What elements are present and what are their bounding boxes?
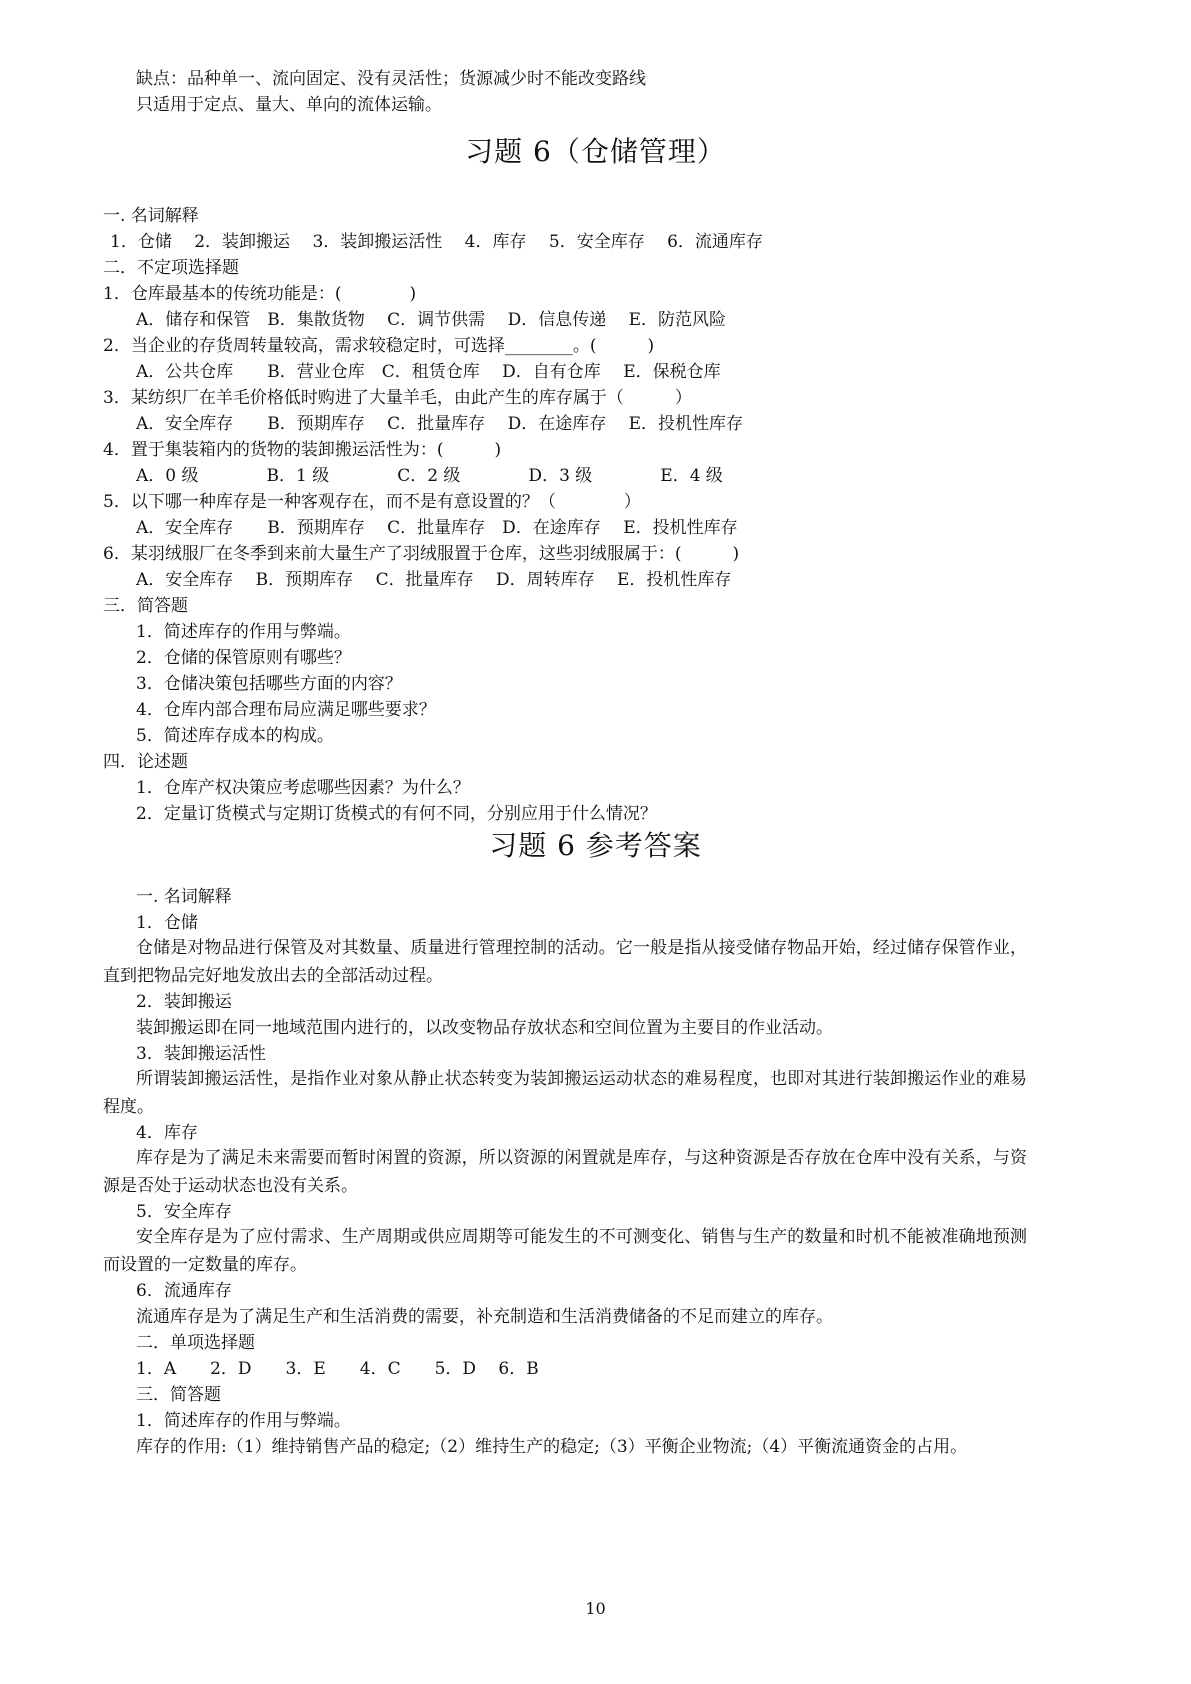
answer-term-1-text: 仓储是对物品进行保管及对其数量、质量进行管理控制的活动。它一般是指从接受储存物品开始，经过储存保管作业，直到把物品完好地发放出去的全部活动过程。 bbox=[103, 938, 1027, 986]
question-1-options: A．储存和保管 B．集散货物 C．调节供需 D．信息传递 E．防范风险 bbox=[136, 310, 727, 330]
answer-term-5-text: 安全库存是为了应付需求、生产周期或供应周期等可能发生的不可测变化、销售与生产的数量和时机不能被准确地预测而设置的一定数量的库存。 bbox=[103, 1227, 1027, 1275]
answer-heading-definitions: 一. 名词解释 bbox=[136, 887, 232, 907]
question-3-options: A．安全库存 B．预期库存 C．批量库存 D．在途库存 E．投机性库存 bbox=[136, 414, 744, 434]
answer-term-4: 4．库存 bbox=[136, 1123, 198, 1143]
answer-term-2-text: 装卸搬运即在同一地域范围内进行的，以改变物品存放状态和空间位置为主要目的作业活动。 bbox=[136, 1018, 833, 1038]
answer-term-3: 3．装卸搬运活性 bbox=[136, 1044, 266, 1064]
answer-term-6: 6．流通库存 bbox=[136, 1281, 232, 1301]
choice-answers: 1．A 2．D 3．E 4．C 5．D 6．B bbox=[136, 1359, 539, 1379]
exercise-title: 习题 6（仓储管理） bbox=[465, 135, 726, 168]
question-6: 6．某羽绒服厂在冬季到来前大量生产了羽绒服置于仓库，这些羽绒服属于：( ) bbox=[103, 544, 740, 564]
section-heading-short-answer: 三．简答题 bbox=[103, 596, 188, 616]
question-2-options: A．公共仓库 B．营业仓库 C．租赁仓库 D．自有仓库 E．保税仓库 bbox=[136, 362, 721, 382]
question-3: 3．某纺织厂在羊毛价格低时购进了大量羊毛，由此产生的库存属于（ ） bbox=[103, 388, 692, 408]
section-heading-essay: 四．论述题 bbox=[103, 752, 188, 772]
short-answer-item: 1．简述库存的作用与弊端。 bbox=[136, 622, 351, 642]
answer-short-question-1-text: 库存的作用:（1）维持销售产品的稳定;（2）维持生产的稳定;（3）平衡企业物流;（4）平衡流通资金的占用。 bbox=[136, 1437, 968, 1457]
short-answer-item: 4．仓库内部合理布局应满足哪些要求？ bbox=[136, 700, 436, 720]
short-answer-item: 5．简述库存成本的构成。 bbox=[136, 726, 334, 746]
question-5: 5．以下哪一种库存是一种客观存在，而不是有意设置的？（ ） bbox=[103, 492, 641, 512]
short-answer-item: 3．仓储决策包括哪些方面的内容？ bbox=[136, 674, 402, 694]
section-heading-definitions: 一. 名词解释 bbox=[103, 206, 199, 226]
question-4-options: A．0 级 B．1 级 C．2 级 D．3 级 E．4 级 bbox=[136, 466, 723, 486]
question-1: 1．仓库最基本的传统功能是：( ) bbox=[103, 284, 417, 304]
section-heading-choice: 二．不定项选择题 bbox=[103, 258, 239, 278]
essay-item: 1．仓库产权决策应考虑哪些因素？为什么？ bbox=[136, 778, 470, 798]
page-number: 10 bbox=[585, 1599, 606, 1618]
essay-item: 2．定量订货模式与定期订货模式的有何不同，分别应用于什么情况？ bbox=[136, 804, 657, 824]
answer-term-5: 5．安全库存 bbox=[136, 1202, 232, 1222]
definition-terms: 1．仓储 2．装卸搬运 3．装卸搬运活性 4．库存 5．安全库存 6．流通库存 bbox=[110, 232, 763, 252]
answer-term-4-text: 库存是为了满足未来需要而暂时闲置的资源，所以资源的闲置就是库存，与这种资源是否存放在仓库中没有关系，与资源是否处于运动状态也没有关系。 bbox=[103, 1148, 1027, 1196]
question-2: 2．当企业的存货周转量较高，需求较稳定时，可选择________。( ) bbox=[103, 336, 655, 356]
question-6-options: A．安全库存 B．预期库存 C．批量库存 D．周转库存 E．投机性库存 bbox=[136, 570, 732, 590]
answer-term-3-text: 所谓装卸搬运活性，是指作业对象从静止状态转变为装卸搬运运动状态的难易程度，也即对其进行装卸搬运作业的难易程度。 bbox=[103, 1069, 1027, 1117]
intro-line-2: 只适用于定点、量大、单向的流体运输。 bbox=[136, 95, 442, 115]
question-5-options: A．安全库存 B．预期库存 C．批量库存 D．在途库存 E．投机性库存 bbox=[136, 518, 738, 538]
answer-heading-choice: 二．单项选择题 bbox=[136, 1333, 255, 1353]
answer-short-question-1: 1．简述库存的作用与弊端。 bbox=[136, 1411, 351, 1431]
intro-line-1: 缺点：品种单一、流向固定、没有灵活性；货源减少时不能改变路线 bbox=[136, 69, 646, 89]
answer-term-1: 1．仓储 bbox=[136, 913, 198, 933]
answer-term-6-text: 流通库存是为了满足生产和生活消费的需要，补充制造和生活消费储备的不足而建立的库存。 bbox=[136, 1307, 833, 1327]
question-4: 4．置于集装箱内的货物的装卸搬运活性为：( ) bbox=[103, 440, 502, 460]
answer-heading-short-answer: 三．简答题 bbox=[136, 1385, 221, 1405]
answer-term-2: 2．装卸搬运 bbox=[136, 992, 232, 1012]
short-answer-item: 2．仓储的保管原则有哪些？ bbox=[136, 648, 351, 668]
answer-key-title: 习题 6 参考答案 bbox=[489, 829, 702, 862]
